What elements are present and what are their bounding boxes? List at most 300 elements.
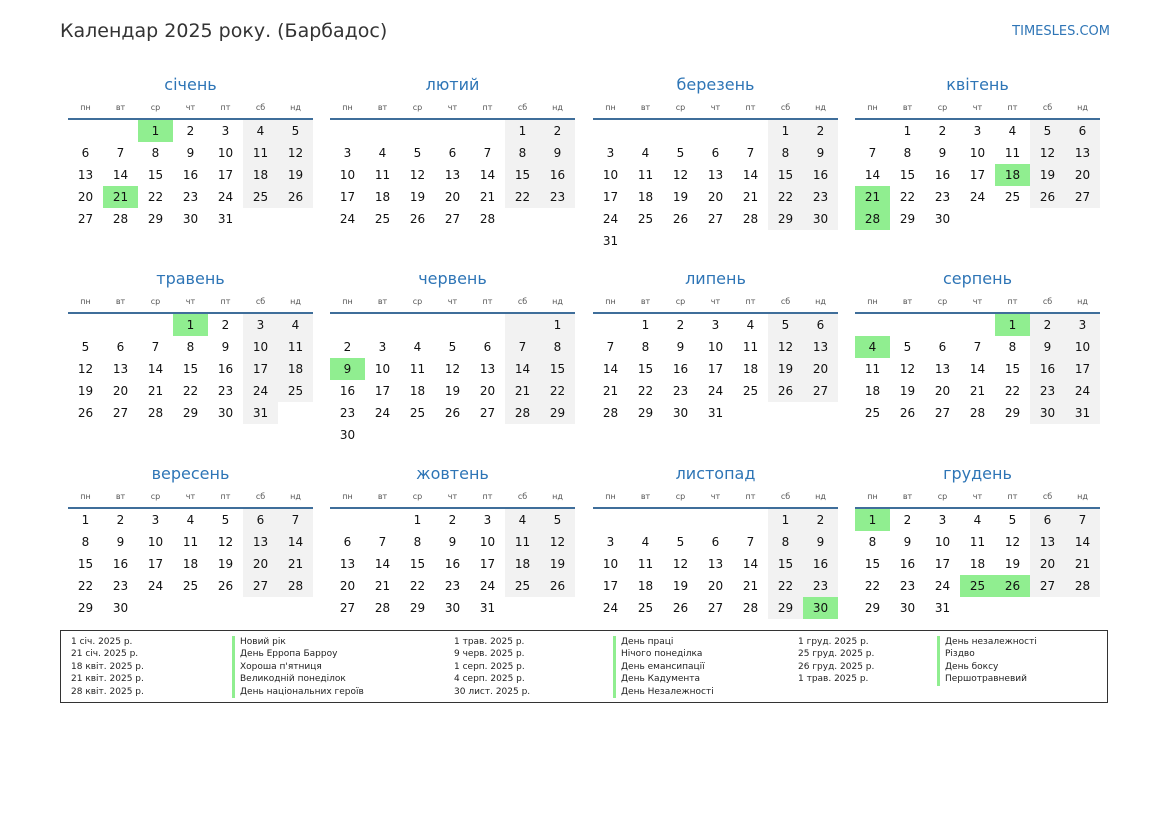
- legend-holiday-name: День Кадумента: [613, 673, 714, 685]
- day-cell: 2: [1030, 314, 1065, 336]
- day-cell: 27: [444, 212, 461, 226]
- month-name: лютий: [425, 75, 480, 94]
- day-cell: 2: [803, 509, 838, 531]
- weekday-header: [855, 100, 1100, 116]
- day-cell: 14: [1065, 531, 1100, 553]
- day-cell: 8: [151, 146, 160, 160]
- day-cell: 17: [934, 557, 951, 571]
- day-cell: 9: [540, 142, 575, 164]
- day-cell: 24: [969, 190, 986, 204]
- day-cell: 26: [672, 601, 689, 615]
- day-cell: 25: [374, 212, 391, 226]
- day-cell: 25: [243, 186, 278, 208]
- day-cell: 15: [409, 557, 426, 571]
- day-cell: 28: [602, 406, 619, 420]
- day-cell: 18: [637, 190, 654, 204]
- day-cell: 16: [672, 362, 689, 376]
- day-cell: 21: [742, 579, 759, 593]
- day-cell: 31: [934, 601, 951, 615]
- day-cell: 27: [112, 406, 129, 420]
- day-cell: 22: [182, 384, 199, 398]
- legend-holiday-name: Новий рік: [232, 636, 364, 648]
- day-cell: 7: [1065, 509, 1100, 531]
- day-cell: 25: [742, 384, 759, 398]
- day-cell: 6: [1030, 509, 1065, 531]
- day-cell: 27: [479, 406, 496, 420]
- day-cell: 23: [672, 384, 689, 398]
- day-cell: 26: [444, 406, 461, 420]
- day-cell: 29: [182, 406, 199, 420]
- day-cell: 20: [707, 190, 724, 204]
- day-cell: 23: [339, 406, 356, 420]
- weekday-label: пт: [1007, 297, 1018, 306]
- day-cell: 8: [81, 535, 90, 549]
- day-cell: 31: [602, 234, 619, 248]
- day-cell: 27: [243, 575, 278, 597]
- day-cell: 14: [742, 168, 759, 182]
- weekday-label: пн: [342, 492, 353, 501]
- day-cell: 12: [1030, 142, 1065, 164]
- day-cell: 3: [711, 318, 720, 332]
- day-cell: 20: [934, 384, 951, 398]
- brand-link[interactable]: TIMESLES.COM: [1012, 24, 1110, 39]
- day-cell: 4: [505, 509, 540, 531]
- weekday-label: пт: [482, 103, 493, 112]
- legend-date: 9 черв. 2025 р.: [454, 649, 525, 660]
- day-cell: 7: [378, 535, 387, 549]
- day-cell: 27: [803, 380, 838, 402]
- weekday-label: нд: [815, 103, 826, 112]
- day-cell: 5: [1008, 513, 1017, 527]
- weekday-label: ср: [937, 492, 948, 501]
- legend-date: 1 трав. 2025 р.: [798, 674, 869, 685]
- day-cell: 5: [413, 146, 422, 160]
- empty-day-cell: [733, 509, 768, 531]
- day-cell: 10: [374, 362, 391, 376]
- weekday-label: чт: [972, 103, 983, 112]
- day-cell: 2: [903, 513, 912, 527]
- legend-holiday-name: День незалежності: [937, 636, 1037, 648]
- day-cell: 24: [934, 579, 951, 593]
- days-grid: [68, 509, 313, 619]
- day-cell: 26: [77, 406, 94, 420]
- weekday-label: ср: [412, 103, 423, 112]
- day-cell: 3: [606, 535, 615, 549]
- legend-holiday-name: День праці: [613, 636, 714, 648]
- day-cell: 30: [803, 208, 838, 230]
- empty-day-cell: [330, 509, 365, 531]
- legend-holiday-name: Великодній понеділок: [232, 673, 364, 685]
- day-cell: 1: [540, 314, 575, 336]
- day-cell: 19: [899, 384, 916, 398]
- day-cell: 13: [339, 557, 356, 571]
- empty-day-cell: [505, 314, 540, 336]
- weekday-header: [855, 294, 1100, 310]
- day-cell: 14: [602, 362, 619, 376]
- day-cell: 1: [768, 509, 803, 531]
- day-cell: 27: [339, 601, 356, 615]
- day-cell: 10: [934, 535, 951, 549]
- weekday-label: ср: [675, 103, 686, 112]
- day-cell: 8: [768, 142, 803, 164]
- legend-date: 28 квіт. 2025 р.: [71, 686, 144, 697]
- day-cell: 14: [374, 557, 391, 571]
- day-cell: 23: [803, 575, 838, 597]
- holiday-day-cell: 1: [995, 314, 1030, 336]
- weekday-label: пн: [605, 297, 616, 306]
- day-cell: 20: [112, 384, 129, 398]
- day-cell: 8: [768, 531, 803, 553]
- holiday-day-cell: 18: [995, 164, 1030, 186]
- day-cell: 3: [221, 124, 230, 138]
- day-cell: 11: [1004, 146, 1021, 160]
- day-cell: 10: [243, 336, 278, 358]
- days-grid: [330, 120, 575, 230]
- day-cell: 7: [973, 340, 982, 354]
- day-cell: 5: [81, 340, 90, 354]
- legend-date: 1 груд. 2025 р.: [798, 637, 869, 647]
- day-cell: 3: [343, 146, 352, 160]
- day-cell: 29: [1004, 406, 1021, 420]
- day-cell: 22: [899, 190, 916, 204]
- day-cell: 23: [934, 190, 951, 204]
- day-cell: 23: [112, 579, 129, 593]
- day-cell: 26: [899, 406, 916, 420]
- weekday-label: сб: [1042, 492, 1053, 501]
- month-name: березень: [676, 75, 755, 94]
- legend-dates-col-1: [71, 636, 144, 698]
- day-cell: 20: [1030, 553, 1065, 575]
- day-cell: 5: [221, 513, 230, 527]
- day-cell: 8: [186, 340, 195, 354]
- day-cell: 21: [1065, 553, 1100, 575]
- legend-dates-col-3: [798, 636, 874, 686]
- day-cell: 24: [339, 212, 356, 226]
- day-cell: 27: [934, 406, 951, 420]
- weekday-label: нд: [290, 103, 301, 112]
- day-cell: 13: [707, 557, 724, 571]
- weekday-label: чт: [710, 103, 721, 112]
- day-cell: 8: [903, 146, 912, 160]
- weekday-label: пн: [342, 297, 353, 306]
- day-cell: 5: [1030, 120, 1065, 142]
- day-cell: 31: [217, 212, 234, 226]
- day-cell: 8: [641, 340, 650, 354]
- day-cell: 11: [637, 168, 654, 182]
- holiday-legend: [60, 630, 1108, 703]
- day-cell: 22: [540, 380, 575, 402]
- day-cell: 26: [278, 186, 313, 208]
- day-cell: 4: [378, 146, 387, 160]
- legend-date: 1 трав. 2025 р.: [454, 637, 525, 647]
- weekday-label: чт: [972, 492, 983, 501]
- month-block: [68, 268, 313, 424]
- days-grid: [330, 314, 575, 446]
- day-cell: 25: [182, 579, 199, 593]
- day-cell: 12: [768, 336, 803, 358]
- empty-day-cell: [855, 120, 890, 142]
- legend-holiday-name: Нічого понеділка: [613, 648, 714, 660]
- day-cell: 12: [444, 362, 461, 376]
- day-cell: 29: [899, 212, 916, 226]
- day-cell: 16: [803, 553, 838, 575]
- day-cell: 29: [768, 208, 803, 230]
- month-block: [593, 74, 838, 252]
- day-cell: 25: [1004, 190, 1021, 204]
- day-cell: 17: [707, 362, 724, 376]
- month-name: вересень: [151, 464, 230, 483]
- day-cell: 10: [147, 535, 164, 549]
- weekday-label: нд: [815, 297, 826, 306]
- day-cell: 20: [707, 579, 724, 593]
- day-cell: 8: [868, 535, 877, 549]
- day-cell: 16: [1030, 358, 1065, 380]
- day-cell: 2: [803, 120, 838, 142]
- weekday-label: чт: [710, 297, 721, 306]
- day-cell: 7: [151, 340, 160, 354]
- day-cell: 25: [278, 380, 313, 402]
- day-cell: 27: [77, 212, 94, 226]
- day-cell: 12: [77, 362, 94, 376]
- month-name: травень: [156, 269, 225, 288]
- day-cell: 15: [637, 362, 654, 376]
- legend-dates-col-2: [454, 636, 530, 698]
- weekday-label: сб: [780, 103, 791, 112]
- holiday-day-cell: 1: [138, 120, 173, 142]
- day-cell: 19: [540, 553, 575, 575]
- day-cell: 12: [672, 557, 689, 571]
- day-cell: 25: [864, 406, 881, 420]
- day-cell: 19: [1030, 164, 1065, 186]
- days-grid: [855, 509, 1100, 619]
- empty-day-cell: [435, 120, 470, 142]
- day-cell: 28: [479, 212, 496, 226]
- day-cell: 8: [413, 535, 422, 549]
- days-grid: [855, 314, 1100, 424]
- weekday-label: нд: [552, 492, 563, 501]
- month-name: жовтень: [416, 464, 489, 483]
- weekday-label: сб: [780, 492, 791, 501]
- legend-holiday-name: День боксу: [937, 661, 1037, 673]
- day-cell: 10: [217, 146, 234, 160]
- day-cell: 13: [1030, 531, 1065, 553]
- day-cell: 17: [374, 384, 391, 398]
- day-cell: 1: [903, 124, 912, 138]
- day-cell: 17: [969, 168, 986, 182]
- day-cell: 6: [483, 340, 492, 354]
- holiday-day-cell: 4: [855, 336, 890, 358]
- day-cell: 31: [243, 402, 278, 424]
- weekday-label: вт: [640, 103, 651, 112]
- day-cell: 5: [676, 146, 685, 160]
- day-cell: 27: [1030, 575, 1065, 597]
- day-cell: 22: [147, 190, 164, 204]
- legend-holiday-name: День Ерропа Барроу: [232, 648, 364, 660]
- weekday-label: чт: [710, 492, 721, 501]
- day-cell: 1: [413, 513, 422, 527]
- day-cell: 30: [899, 601, 916, 615]
- day-cell: 6: [243, 509, 278, 531]
- weekday-label: вт: [902, 103, 913, 112]
- weekday-label: нд: [815, 492, 826, 501]
- empty-day-cell: [400, 314, 435, 336]
- days-grid: [855, 120, 1100, 230]
- legend-date: 4 серп. 2025 р.: [454, 674, 525, 685]
- day-cell: 30: [1030, 402, 1065, 424]
- weekday-label: чт: [447, 492, 458, 501]
- day-cell: 2: [676, 318, 685, 332]
- weekday-label: вт: [377, 103, 388, 112]
- day-cell: 10: [479, 535, 496, 549]
- day-cell: 28: [147, 406, 164, 420]
- day-cell: 15: [1004, 362, 1021, 376]
- empty-day-cell: [628, 120, 663, 142]
- empty-day-cell: [470, 120, 505, 142]
- day-cell: 30: [444, 601, 461, 615]
- day-cell: 3: [151, 513, 160, 527]
- day-cell: 19: [672, 190, 689, 204]
- day-cell: 4: [278, 314, 313, 336]
- weekday-label: сб: [517, 103, 528, 112]
- holiday-day-cell: 28: [855, 208, 890, 230]
- day-cell: 13: [479, 362, 496, 376]
- day-cell: 23: [182, 190, 199, 204]
- day-cell: 28: [374, 601, 391, 615]
- weekday-label: нд: [552, 103, 563, 112]
- day-cell: 7: [746, 146, 755, 160]
- day-cell: 29: [147, 212, 164, 226]
- day-cell: 7: [116, 146, 125, 160]
- day-cell: 14: [864, 168, 881, 182]
- weekday-label: сб: [1042, 297, 1053, 306]
- day-cell: 26: [217, 579, 234, 593]
- month-name: липень: [685, 269, 746, 288]
- holiday-day-cell: 25: [960, 575, 995, 597]
- day-cell: 3: [973, 124, 982, 138]
- empty-day-cell: [365, 314, 400, 336]
- legend-date: 21 квіт. 2025 р.: [71, 674, 144, 685]
- legend-holiday-name: День Незалежності: [613, 686, 714, 698]
- day-cell: 18: [243, 164, 278, 186]
- day-cell: 30: [672, 406, 689, 420]
- day-cell: 9: [803, 531, 838, 553]
- day-cell: 12: [672, 168, 689, 182]
- weekday-label: сб: [255, 297, 266, 306]
- day-cell: 14: [505, 358, 540, 380]
- day-cell: 14: [112, 168, 129, 182]
- day-cell: 15: [147, 168, 164, 182]
- empty-day-cell: [698, 120, 733, 142]
- day-cell: 22: [1004, 384, 1021, 398]
- month-block: [330, 268, 575, 446]
- day-cell: 28: [1065, 575, 1100, 597]
- day-cell: 17: [339, 190, 356, 204]
- day-cell: 26: [672, 212, 689, 226]
- day-cell: 1: [768, 120, 803, 142]
- legend-holiday-name: Хороша п'ятниця: [232, 661, 364, 673]
- weekday-label: ср: [675, 492, 686, 501]
- day-cell: 9: [803, 142, 838, 164]
- holiday-day-cell: 1: [173, 314, 208, 336]
- day-cell: 28: [278, 575, 313, 597]
- day-cell: 24: [602, 212, 619, 226]
- day-cell: 9: [1030, 336, 1065, 358]
- day-cell: 31: [479, 601, 496, 615]
- empty-day-cell: [330, 120, 365, 142]
- day-cell: 11: [742, 340, 759, 354]
- day-cell: 15: [768, 164, 803, 186]
- weekday-label: сб: [780, 297, 791, 306]
- day-cell: 17: [602, 190, 619, 204]
- day-cell: 5: [448, 340, 457, 354]
- day-cell: 6: [711, 146, 720, 160]
- day-cell: 11: [374, 168, 391, 182]
- day-cell: 16: [182, 168, 199, 182]
- day-cell: 28: [112, 212, 129, 226]
- day-cell: 29: [768, 597, 803, 619]
- day-cell: 19: [278, 164, 313, 186]
- day-cell: 6: [448, 146, 457, 160]
- day-cell: 10: [707, 340, 724, 354]
- holiday-day-cell: 9: [330, 358, 365, 380]
- day-cell: 17: [1065, 358, 1100, 380]
- day-cell: 14: [278, 531, 313, 553]
- day-cell: 6: [803, 314, 838, 336]
- weekday-header: [593, 489, 838, 505]
- weekday-label: нд: [552, 297, 563, 306]
- weekday-label: пн: [80, 297, 91, 306]
- month-name: січень: [164, 75, 217, 94]
- weekday-label: ср: [937, 103, 948, 112]
- day-cell: 28: [969, 406, 986, 420]
- day-cell: 10: [602, 168, 619, 182]
- empty-day-cell: [330, 314, 365, 336]
- day-cell: 18: [742, 362, 759, 376]
- day-cell: 15: [77, 557, 94, 571]
- weekday-label: пт: [220, 103, 231, 112]
- day-cell: 16: [540, 164, 575, 186]
- weekday-label: вт: [902, 492, 913, 501]
- weekday-label: пт: [1007, 103, 1018, 112]
- weekday-header: [68, 489, 313, 505]
- weekday-label: ср: [150, 492, 161, 501]
- day-cell: 28: [742, 212, 759, 226]
- day-cell: 2: [540, 120, 575, 142]
- day-cell: 7: [606, 340, 615, 354]
- weekday-header: [593, 100, 838, 116]
- day-cell: 22: [768, 186, 803, 208]
- day-cell: 17: [243, 358, 278, 380]
- empty-day-cell: [68, 314, 103, 336]
- day-cell: 6: [116, 340, 125, 354]
- empty-day-cell: [365, 509, 400, 531]
- day-cell: 24: [217, 190, 234, 204]
- month-name: червень: [418, 269, 487, 288]
- day-cell: 2: [116, 513, 125, 527]
- month-block: [68, 74, 313, 230]
- day-cell: 31: [707, 406, 724, 420]
- day-cell: 29: [637, 406, 654, 420]
- legend-names-col-1: [232, 636, 364, 698]
- weekday-label: нд: [290, 492, 301, 501]
- day-cell: 8: [505, 142, 540, 164]
- day-cell: 18: [409, 384, 426, 398]
- weekday-label: вт: [115, 297, 126, 306]
- day-cell: 23: [803, 186, 838, 208]
- day-cell: 3: [1065, 314, 1100, 336]
- holiday-day-cell: 21: [855, 186, 890, 208]
- weekday-label: ср: [412, 297, 423, 306]
